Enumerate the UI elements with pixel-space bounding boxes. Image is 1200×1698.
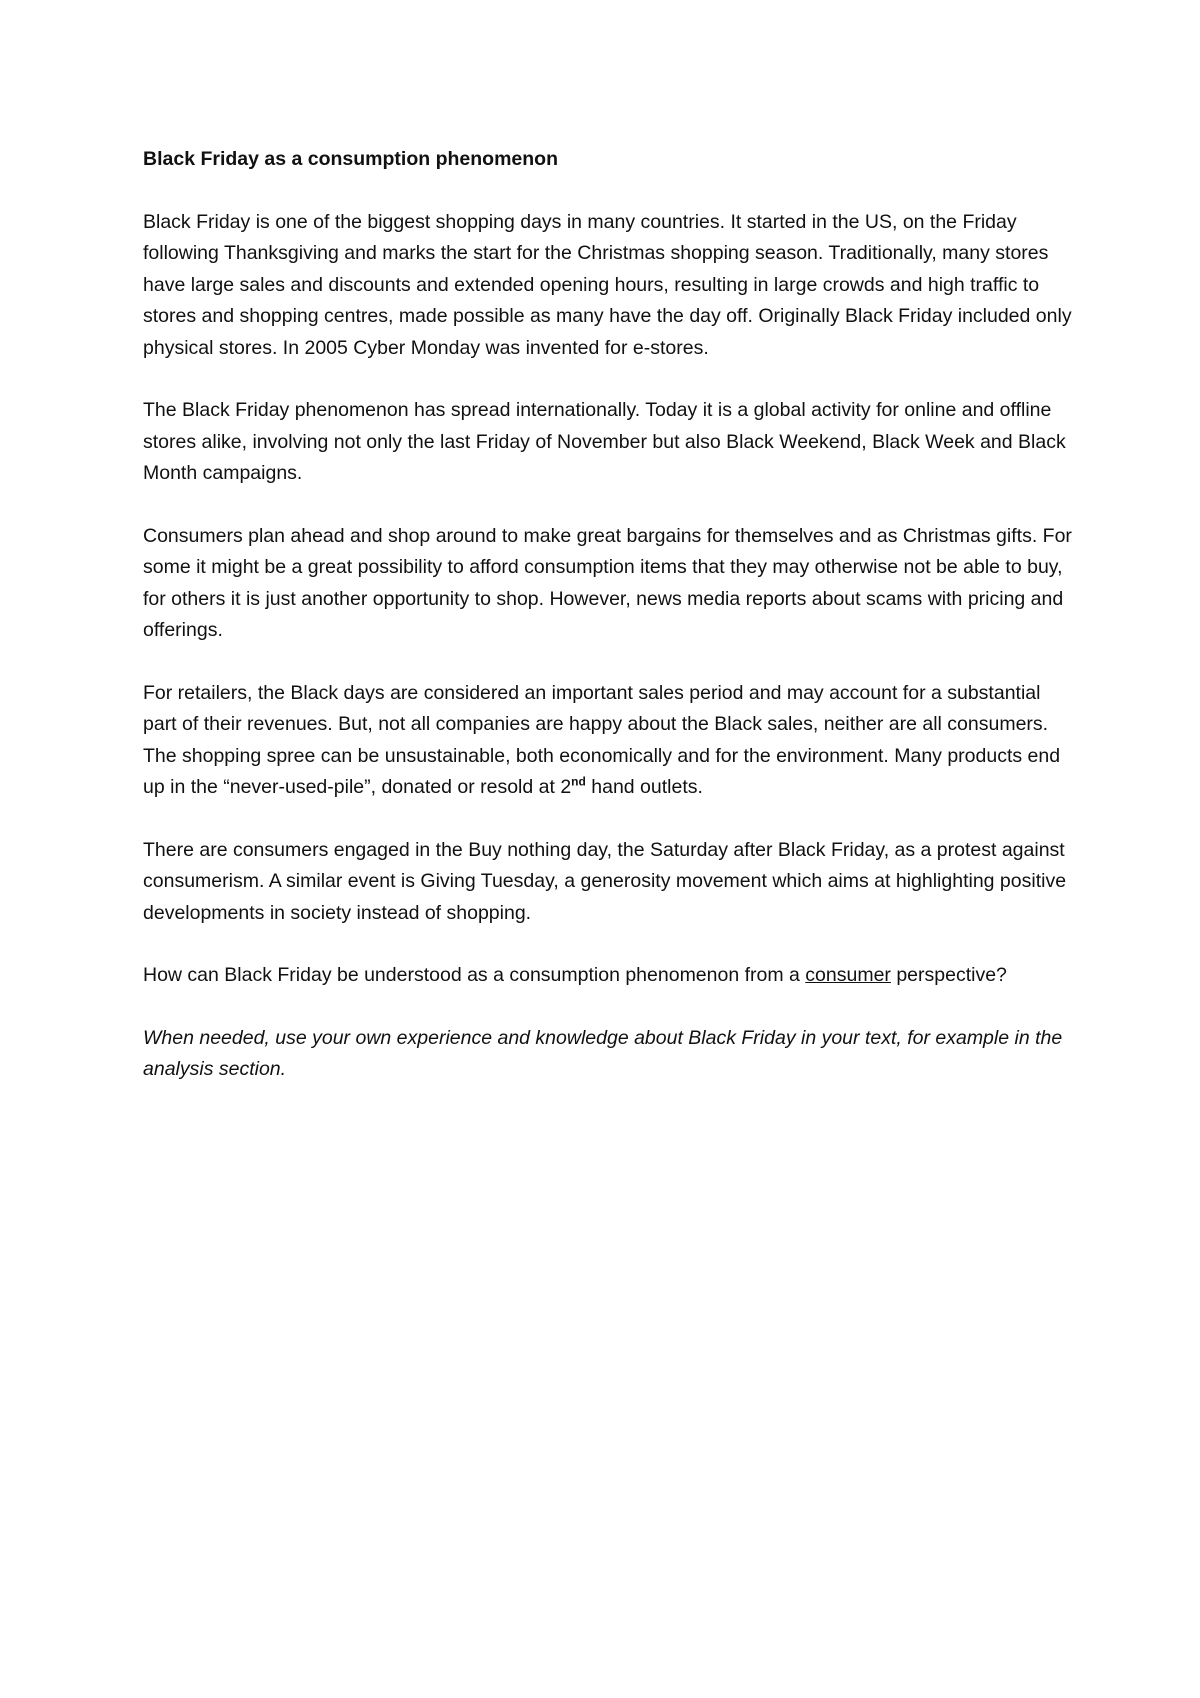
- research-question: [143, 960, 1073, 992]
- research-question-end: perspective?: [890, 964, 1007, 986]
- paragraph-retailers-text: For retailers, the Black days are considered an important sales period and may account for a substantial part of their revenues. But, not all companies are happy about the Black sales, neither are all consumers. The shopping spree can be unsustainable, both economically and for the environment. Many products end up in the “never-used-pile”, donated or resold at 2: [143, 681, 1061, 798]
- research-question-start: How can Black Friday be understood as a consumption phenomenon from a: [143, 964, 806, 986]
- document-title: Black Friday as a consumption phenomenon: [143, 148, 558, 170]
- paragraph-retailers: [143, 678, 1073, 804]
- paragraph-intro: Black Friday is one of the biggest shopping days in many countries. It started in the US, on the Friday following Thanksgiving and marks the start for the Christmas shopping season. Traditionally, many stores have large sales and discounts and extended opening hours, resulting in large crowds and high traffic to stores and shopping centres, made possible as many have the day off. Originally Black Friday included only physical stores. In 2005 Cyber Monday was invented for e-stores.: [143, 210, 1072, 359]
- paragraph-consumers: Consumers plan ahead and shop around to make great bargains for themselves and as Christmas gifts. For some it might be a great possibility to afford consumption items that they may otherwise not be able to buy, for others it is just another opportunity to shop. However, news media reports about scams with pricing and offerings.: [143, 524, 1072, 641]
- paragraph-retailers-end: hand outlets.: [585, 776, 703, 798]
- paragraph-international: The Black Friday phenomenon has spread internationally. Today it is a global activity for online and offline stores alike, involving not only the last Friday of November but also Black Weekend, Black Week and Black Month campaigns.: [143, 399, 1066, 484]
- research-question-emphasis: consumer: [805, 964, 891, 986]
- instruction-note: When needed, use your own experience and knowledge about Black Friday in your text, for example in the analysis section.: [143, 1026, 1063, 1080]
- ordinal-suffix: nd: [571, 774, 586, 789]
- document-body: [143, 144, 1073, 1117]
- paragraph-protest: There are consumers engaged in the Buy nothing day, the Saturday after Black Friday, as a protest against consumerism. A similar event is Giving Tuesday, a generosity movement which aims at highlighting positive developments in society instead of shopping.: [143, 838, 1067, 924]
